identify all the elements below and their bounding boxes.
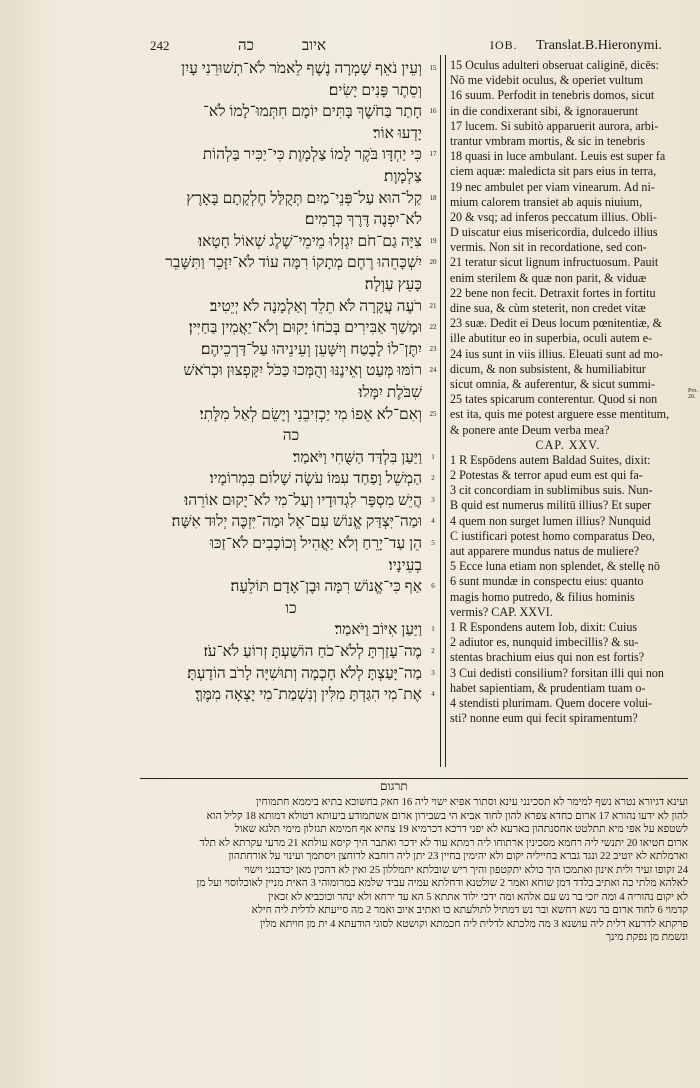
hebrew-line: צַלְמָוֶת׃ [384, 167, 422, 185]
verse-number: 19 [429, 236, 437, 245]
verse-number: 21 [429, 301, 437, 310]
hebrew-line: אַף כִּי־אֱנוֹשׁ רִמָּה וּבֶן־אָדָם תּוֹלֵעָה׃ [230, 578, 422, 596]
hebrew-line: וּמָשַׁךְ אַבִּירִים בְּכֹחוֹ יָקוּם וְלֹא־יַאֲמִין בַּחַיִּין׃ [188, 319, 422, 337]
latin-line: mium calorem transiet ab aquis niuium, [450, 194, 643, 209]
hebrew-line: יִתֶּן־לוֹ לָבֶטַח וְיִשָּׁעֵן וְעֵינֵיהוּ עַל־דַּרְכֵיהֶם׃ [200, 340, 422, 358]
hebrew-line: הֲיֵשׁ מִסְפָּר לִגְדוּדָיו וְעַל־מִי לֹא־יָקוּם אוֹרֵהוּ׃ [184, 491, 422, 509]
hebrew-line: אֶת־מִי הִגַּדְתָּ מִלִּין וְנִשְׁמַת־מִי יָצְאָה מִמֶּךָּ׃ [195, 686, 422, 704]
verse-number [426, 425, 440, 447]
latin-line: in die condixerant sibi, & ignorauerunt [450, 103, 639, 118]
latin-line: 15 Oculus adulteri obseruat caliginē, dicēs: [450, 58, 659, 72]
latin-line: 2 Potestas & terror apud eum est qui fa- [450, 468, 643, 483]
hebrew-line: יָדְעוּ אוֹר׃ [372, 124, 422, 142]
hebrew-line: שִׁבֹּלֶת יִמָּלוּ׃ [358, 383, 422, 401]
targum-line: לאלהא מלתי כה ואתיב בלדד דמן שוחא ואמר 2 שולטנא ודחלתא עמיה עביד שלמא במרומוהי 3 האית מניין לאוכלוסוי ועל מן [196, 878, 688, 889]
latin-line: trantur vmbram mortis, & sic in tenebris [450, 133, 646, 148]
book-heading-latin: IOB. [490, 38, 518, 52]
targum-title: תרגום [380, 779, 408, 793]
verse-number [426, 382, 440, 404]
targum-line: ארום חטיאו 20 יתנשי ליה רחמא מסכינין ארתוחו ליה רמתא עוד לא ידכר ואתבר היך קיסא עולתא 21 מרעי עקרתא לא תלד [199, 837, 688, 849]
verse-number: 1 [431, 452, 435, 461]
hebrew-line: וְעֵין נֹאֵף שָׁמְרָה נֶשֶׁף לֵאמֹר לֹא־תְשׁוּרֵנִי עָיִן [181, 60, 422, 77]
hebrew-line: הֵן עַד־יָרֵחַ וְלֹא יַאֲהִיל וְכוֹכָבִים לֹא־זַכּוּ [209, 535, 422, 553]
latin-line: D uiscatur eius misericordia, dulcedo illius [450, 225, 658, 240]
latin-line: est ita, quis me potest arguere esse mentitum, [450, 407, 670, 422]
targum-line: ועינא דגיורא נטרא נשף למימר לא תסכינני עינא וסתור אפיא ישוי ליה 16 חאק בחשוכא בתיא ביממא חתמוחין [255, 797, 688, 808]
latin-line: stentas brachium eius qui non est fortis? [450, 650, 645, 665]
latin-line: 2 adiutor es, nunquid imbecillis? & su- [450, 635, 639, 650]
latin-line: 16 suum. Perfodit in tenebris domos, sicut [450, 88, 655, 103]
verse-number: 2 [431, 647, 435, 656]
latin-line: 18 quasi in luce ambulant. Leuis est super fa [450, 149, 666, 164]
latin-line: 22 bene non fecit. Detraxit fortes in fortitu [450, 285, 656, 300]
verse-number [426, 274, 440, 296]
latin-line: 19 nec ambulet per viam vinearum. Ad ni- [450, 179, 655, 194]
latin-line: 4 stendisti plurimam. Quem docere volui- [450, 695, 653, 710]
hebrew-line: בְעֵינָיו׃ [388, 556, 422, 574]
latin-line: 20 & vsq; ad inferos peccatum illius. Obli- [450, 209, 657, 224]
latin-line: 1 R Espondens autem Iob, dixit: Cuius [450, 619, 638, 634]
verse-number: 3 [431, 495, 435, 504]
verse-number: 18 [429, 193, 437, 202]
latin-line: ille abutitur eo in superbia, oculi autem e- [450, 331, 653, 346]
hebrew-text-column [160, 58, 422, 706]
targum-line: 24 זקופו זעיר ולית אינון ואתמכו היך כולא יתקטפון והיך ריש שובלתא יתמללון 25 ואין לא דהכין מאן יכדבנני וישוי [244, 864, 688, 876]
targum-line: פרקתא לדרעא דלית ליה עושנא 3 מה מלכתא לדלית ליה חכמתא וקושטא לסוגי הודעתא 4 ית מן חויתא מלין [259, 918, 688, 930]
latin-text-column [450, 58, 686, 726]
hebrew-line: קַל־הוּא עַל־פְּנֵי־מַיִם תְּקֻלַּל חֶלְקָתָם בָּאָרֶץ [186, 189, 422, 207]
hebrew-line: כה [282, 427, 300, 445]
latin-line: 5 Ecce luna etiam non splendet, & stellę nō [450, 559, 660, 574]
latin-line: 3 cit concordiam in sublimibus suis. Nun- [450, 483, 653, 498]
latin-line: 4 quem non surget lumen illius? Nunquid [450, 513, 651, 528]
latin-line: 17 lucem. Si subitò apparuerit aurora, arbi- [450, 118, 659, 133]
verse-number: 23 [429, 344, 437, 353]
targum-line: קדמוי 6 לחוד ארום בר נשא רחשא ובר נש דמתיל לתולעתא כו ואתיב איוב ואמר 2 מה סייעתא לדלית ליה חילא [251, 905, 688, 916]
verse-number [426, 555, 440, 577]
verse-number [426, 123, 440, 145]
hebrew-line: כָּעֵץ עַוְלָה׃ [364, 275, 422, 293]
latin-line: dicum, & non subsistent, & humiliabitur [450, 361, 646, 376]
latin-line: 24 ius sunt in viis illius. Eleuati sunt ad mo- [450, 346, 663, 361]
hebrew-line: וְסֵתֶר פָּנִים יָשִׂים׃ [328, 81, 422, 99]
hebrew-line: וַיַּעַן בִּלְדַּד הַשֻּׁחִי וַיֹּאמַר׃ [292, 448, 422, 466]
hebrew-line: חָתַר בַּחֹשֶׁךְ בָּתִּים יוֹמָם חִתְּמוּ־לָמוֹ לֹא־ [203, 103, 422, 121]
verse-number: 15 [429, 64, 437, 72]
targum-line: וארמלתא לא יוטיב 22 ונגד גברא בחייליה יקום ולא יהימין בחיין 23 יתן ליה רוחבא לרוחצן ויסתמך ועינוי על אורחתהון [228, 851, 688, 862]
latin-line: enim sterilem & quæ non parit, & viduæ [450, 270, 647, 285]
latin-line: & ponere ante Deum verba mea? [450, 422, 610, 437]
verse-number [426, 80, 440, 102]
translation-heading-latin: Translat.B.Hieronymi. [536, 38, 662, 53]
verse-number: 17 [429, 150, 437, 159]
latin-line: 21 teratur sicut lignum infructuosum. Pauit [450, 255, 659, 270]
hebrew-line: מֶה־עָזַרְתָּ לְלֹא־כֹחַ הוֹשַׁעְתָּ זְרוֹעַ לֹא־עֹז׃ [203, 643, 422, 661]
hebrew-line: לֹא־יִפְנֶה דֶּרֶךְ כְּרָמִים׃ [304, 211, 422, 229]
latin-line: 1 R Espōdens autem Baldad Suites, dixit: [450, 452, 651, 467]
targum-line: להון לא ידעו נהורא 17 ארום כחדא צפרא להון לחוד אביא הי בשבירון ארום אשתמודע ביעותא דטולא דמותא 18 קליל הוא [206, 810, 688, 822]
hebrew-line: וַיַּעַן אִיּוֹב וַיֹּאמַר׃ [334, 621, 422, 639]
latin-line: sti? nonne eum qui fecit spiramentum? [450, 711, 638, 726]
hebrew-line: הַמְשֵׁל וָפַחַד עִמּוֹ עֹשֶׂה שָׁלוֹם בִּמְרוֹמָיו׃ [209, 470, 422, 488]
hebrew-line: כו [285, 599, 297, 617]
verse-number: 6 [431, 582, 435, 591]
targum-rule [140, 778, 688, 779]
latin-line: C iustificari potest homo comparatus Deo, [450, 528, 655, 543]
latin-line: aut apparere mundus natus de muliere? [450, 544, 640, 558]
targum-line: לא יקום נהוריה 4 ומה יזכי בר נש עם אלהא ומה ידכי ילוד אתתא 5 הא עד ירחא ולא ינהר וכוכביא לא זכאין [268, 891, 688, 903]
latin-line: 23 suæ. Dedit ei Deus locum pœnitentiæ, & [450, 316, 662, 331]
verse-number [426, 209, 440, 231]
verse-number: 16 [429, 107, 437, 116]
verse-number: 2 [431, 474, 435, 483]
latin-line: 3 Cui dedisti consilium? forsitan illi qui non [450, 665, 664, 680]
targum-line: ונשמת מן נפקת מינך [605, 932, 688, 943]
hebrew-line: רוֹמּוּ מְּעַט וְאֵינֶנּוּ וְהֻמְּכוּ כַּכֹּל יִקָּפְצוּן וּכְרֹאשׁ [183, 362, 422, 380]
verse-number: 22 [429, 323, 437, 332]
latin-line: B quid est numerus militū illius? Et super [450, 498, 652, 513]
latin-line: vermis. Non sit in recordatione, sed con- [450, 240, 647, 255]
verse-number: 25 [429, 409, 437, 418]
latin-line: sicut omnia, & auferentur, & sicut summi- [450, 376, 656, 391]
verse-number: 4 [431, 690, 435, 699]
hebrew-line: כִּי יַחְדָּו בֹּקֶר לָמוֹ צַלְמָוֶת כִּי־יַכִּיר בַּלְהוֹת [202, 146, 422, 164]
hebrew-line: רֹעֶה עֲקָרָה לֹא תֵלֵד וְאַלְמָנָה לֹא יְיֵטִיב׃ [209, 297, 422, 315]
latin-line: 6 sunt mundæ in conspectu eius: quanto [450, 574, 644, 589]
verse-number: 4 [431, 517, 435, 526]
hebrew-line: מַה־יָּעַצְתָּ לְלֹא חָכְמָה וְתוּשִׁיָּה לָרֹב הוֹדָעְתָּ׃ [187, 664, 422, 682]
chapter-heading-hebrew: כה [238, 38, 254, 54]
latin-line: vermis? CAP. XXVI. [450, 604, 553, 619]
latin-line: Nō me videbit oculus, & operiet vultum [450, 73, 644, 88]
column-rule [445, 55, 446, 767]
latin-line: 25 tates spicarum conterentur. Quod si non [450, 392, 658, 407]
targum-line: לשטפא על אפי מיא תתלטט אחסנתהון בארעא לא יפני דרכא דכרמיא 19 צחיא אף חמימא תגזלון מימי תלגא שאול [234, 824, 688, 835]
targum-text-block [140, 796, 688, 945]
hebrew-line: וְאִם־לֹא אֵפוֹ מִי יַכְזִיבֵנִי וְיָשֵׂם לְאַל מִלָּתִי׃ [199, 405, 422, 423]
hebrew-line: וּמַה־יִּצְדַּק אֱנוֹשׁ עִם־אֵל וּמַה־יִּזְכֶּה יְלוּד אִשָּׁה׃ [171, 513, 422, 531]
latin-line: habet sapientiam, & prudentiam tuam o- [450, 680, 646, 695]
hebrew-verse-numbers [426, 58, 440, 706]
column-rule [440, 55, 441, 767]
margin-note: Pro. 20. [688, 388, 698, 400]
verse-number: 24 [429, 366, 437, 375]
verse-number [426, 598, 440, 620]
hebrew-line: יִשְׁכָּחֵהוּ רֶחֶם מְתָקוֹ רִמָּה עוֹד לֹא־יִזָּכֵר וַתִּשָּׁבֵר [165, 254, 422, 272]
folio-number: 242 [150, 38, 170, 53]
verse-number: 3 [431, 668, 435, 677]
book-heading-hebrew: איוב [302, 38, 327, 54]
latin-line: CAP. XXV. [535, 437, 601, 452]
verse-number: 20 [429, 258, 437, 267]
verse-number: 5 [431, 539, 435, 548]
latin-line: dine sua, & cùm steterit, non credet vitæ [450, 301, 646, 315]
verse-number [426, 166, 440, 188]
latin-line: ciem aquæ: maledicta sit pars eius in terra, [450, 164, 657, 179]
verse-number: 1 [431, 625, 435, 634]
hebrew-line: צִיָּה גַם־חֹם יִגְזְלוּ מֵימֵי־שֶׁלֶג שְׁאוֹל חָטָאוּ׃ [198, 232, 422, 250]
latin-line: magis homo putredo, & filius hominis [450, 589, 635, 604]
